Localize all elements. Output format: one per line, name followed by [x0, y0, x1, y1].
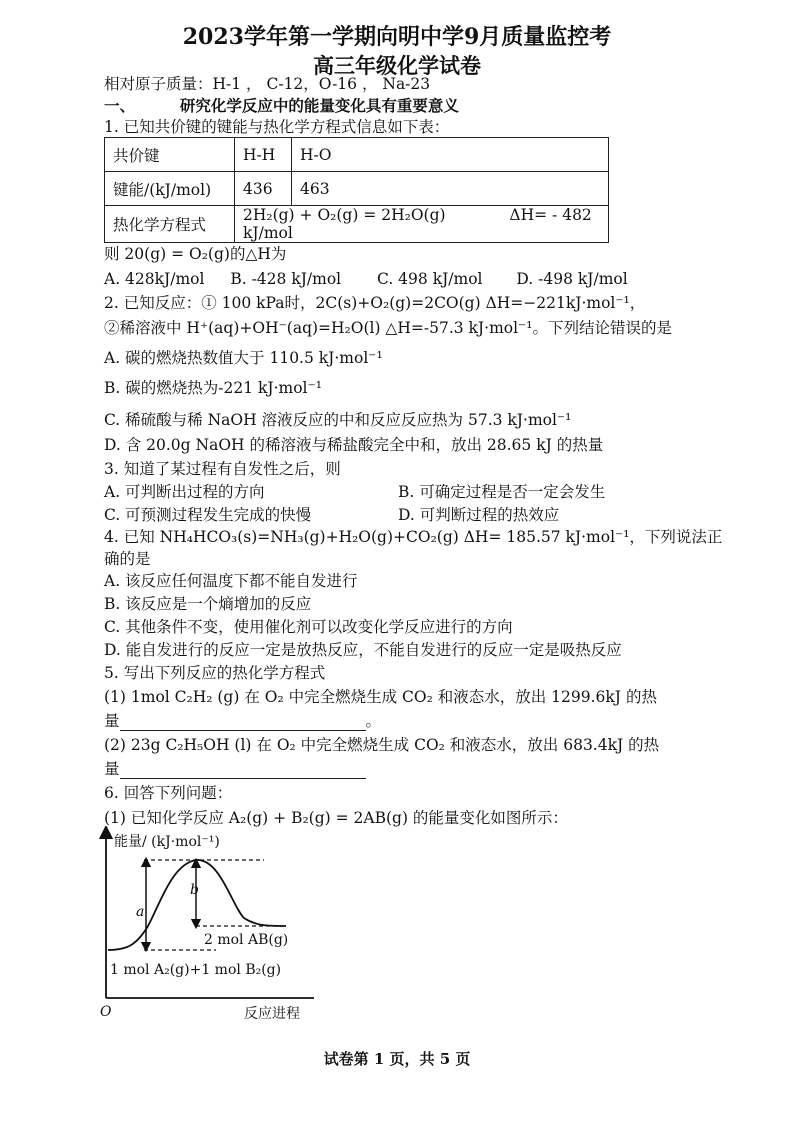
- energy-diagram: [96, 826, 336, 1026]
- answer-prefix: 量: [104, 712, 120, 730]
- table-cell: H-O: [292, 138, 609, 172]
- table-row: [105, 206, 609, 243]
- q3-option-d: D. 可判断过程的热效应: [398, 506, 560, 524]
- q4-option-c: C. 其他条件不变，使用催化剂可以改变化学反应进行的方向: [104, 618, 513, 636]
- x-axis-label: 反应进程: [244, 1006, 300, 1022]
- origin-label: O: [100, 1004, 112, 1020]
- answer-blank[interactable]: [120, 714, 366, 731]
- table-cell: 436: [235, 172, 292, 206]
- q5-stem: 5. 写出下列反应的热化学方程式: [104, 664, 326, 682]
- exam-title: 2023学年第一学期向明中学9月质量监控考: [182, 24, 612, 50]
- q5-part2: (2) 23g C₂H₅OH (l) 在 O₂ 中完全燃烧生成 CO₂ 和液态水，放出 683.4kJ 的热: [104, 736, 660, 754]
- table-row: [105, 138, 609, 172]
- q2-option-c: C. 稀硫酸与稀 NaOH 溶液反应的中和反应反应热为 57.3 kJ·mol⁻¹: [104, 411, 572, 429]
- q5-part2-answer-line: [104, 759, 366, 779]
- q4-option-a: A. 该反应任何温度下都不能自发进行: [104, 572, 358, 590]
- q6-part1: (1) 已知化学反应 A₂(g) + B₂(g) = 2AB(g) 的能量变化如图所示：: [104, 809, 568, 827]
- q1-options: [104, 269, 628, 289]
- thermo-equation: 2H₂(g) + O₂(g) = 2H₂O(g): [243, 206, 446, 224]
- answer-blank[interactable]: [120, 762, 366, 779]
- q2-line1: 2. 已知反应：① 100 kPa时，2C(s)+O₂(g)=2CO(g) ΔH=−221kJ·mol⁻¹，: [104, 294, 646, 312]
- q4-option-d: D. 能自发进行的反应一定是放热反应，不能自发进行的反应一定是吸热反应: [104, 641, 622, 659]
- equation-cell: [235, 206, 609, 243]
- q4-line1: 4. 已知 NH₄HCO₃(s)=NH₃(g)+H₂O(g)+CO₂(g) ΔH= 185.57 kJ·mol⁻¹，下列说法正: [104, 528, 723, 546]
- q3-option-a: A. 可判断出过程的方向: [104, 483, 265, 501]
- q6-stem: 6. 回答下列问题：: [104, 784, 233, 802]
- exam-subtitle: 高三年级化学试卷: [313, 53, 481, 78]
- label-b: b: [190, 882, 199, 898]
- table-cell: 463: [292, 172, 609, 206]
- option-c: C. 498 kJ/mol: [377, 270, 483, 288]
- option-b: B. -428 kJ/mol: [230, 270, 342, 288]
- q5-part1-answer-line: [104, 711, 381, 731]
- table-cell: H-H: [235, 138, 292, 172]
- q2-option-d: D. 含 20.0g NaOH 的稀溶液与稀盐酸完全中和，放出 28.65 kJ 的热量: [104, 436, 604, 454]
- q3-option-c: C. 可预测过程发生完成的快慢: [104, 506, 312, 524]
- label-a: a: [136, 904, 145, 920]
- delta-h-value: ΔH= - 482 kJ/mol: [243, 206, 592, 242]
- atomic-masses: 相对原子质量：H-1 ， C-12，O-16 ， Na-23: [104, 75, 431, 93]
- answer-suffix: 。: [365, 712, 382, 730]
- section-1-heading: [104, 96, 459, 116]
- q1-stem: 1. 已知共价键的键能与热化学方程式信息如下表：: [104, 118, 450, 136]
- q2-option-b: B. 碳的燃烧热为-221 kJ·mol⁻¹: [104, 379, 322, 397]
- q2-option-a: A. 碳的燃烧热数值大于 110.5 kJ·mol⁻¹: [104, 349, 383, 367]
- q2-line2: ②稀溶液中 H⁺(aq)+OH⁻(aq)=H₂O(l) △H=-57.3 kJ·mol⁻¹。下列结论错误的是: [104, 319, 672, 337]
- q3-option-b: B. 可确定过程是否一定会发生: [398, 483, 606, 501]
- option-d: D. -498 kJ/mol: [516, 270, 628, 288]
- q3-stem: 3. 知道了某过程有自发性之后，则: [104, 460, 341, 478]
- q4-option-b: B. 该反应是一个熵增加的反应: [104, 595, 312, 613]
- q1-question: 则 20(g) = O₂(g)的△H为: [104, 245, 287, 263]
- q5-part1: (1) 1mol C₂H₂ (g) 在 O₂ 中完全燃烧生成 CO₂ 和液态水，放出 1299.6kJ 的热: [104, 688, 657, 706]
- table-row: [105, 172, 609, 206]
- reactant-label: 1 mol A₂(g)+1 mol B₂(g): [110, 962, 282, 978]
- y-axis-label: 能量/ (kJ·mol⁻¹): [114, 834, 220, 850]
- answer-prefix: 量: [104, 760, 120, 778]
- table-cell: 共价键: [105, 138, 235, 172]
- section-title: 研究化学反应中的能量变化具有重要意义: [179, 96, 459, 115]
- product-label: 2 mol AB(g): [204, 932, 289, 948]
- bond-energy-table: [104, 137, 609, 243]
- q4-line2: 确的是: [104, 550, 151, 568]
- option-a: A. 428kJ/mol: [104, 270, 205, 288]
- table-cell: 热化学方程式: [105, 206, 235, 243]
- table-cell: 键能/(kJ/mol): [105, 172, 235, 206]
- page-footer: 试卷第 1 页，共 5 页: [323, 1050, 471, 1068]
- section-number: 一、: [104, 96, 136, 115]
